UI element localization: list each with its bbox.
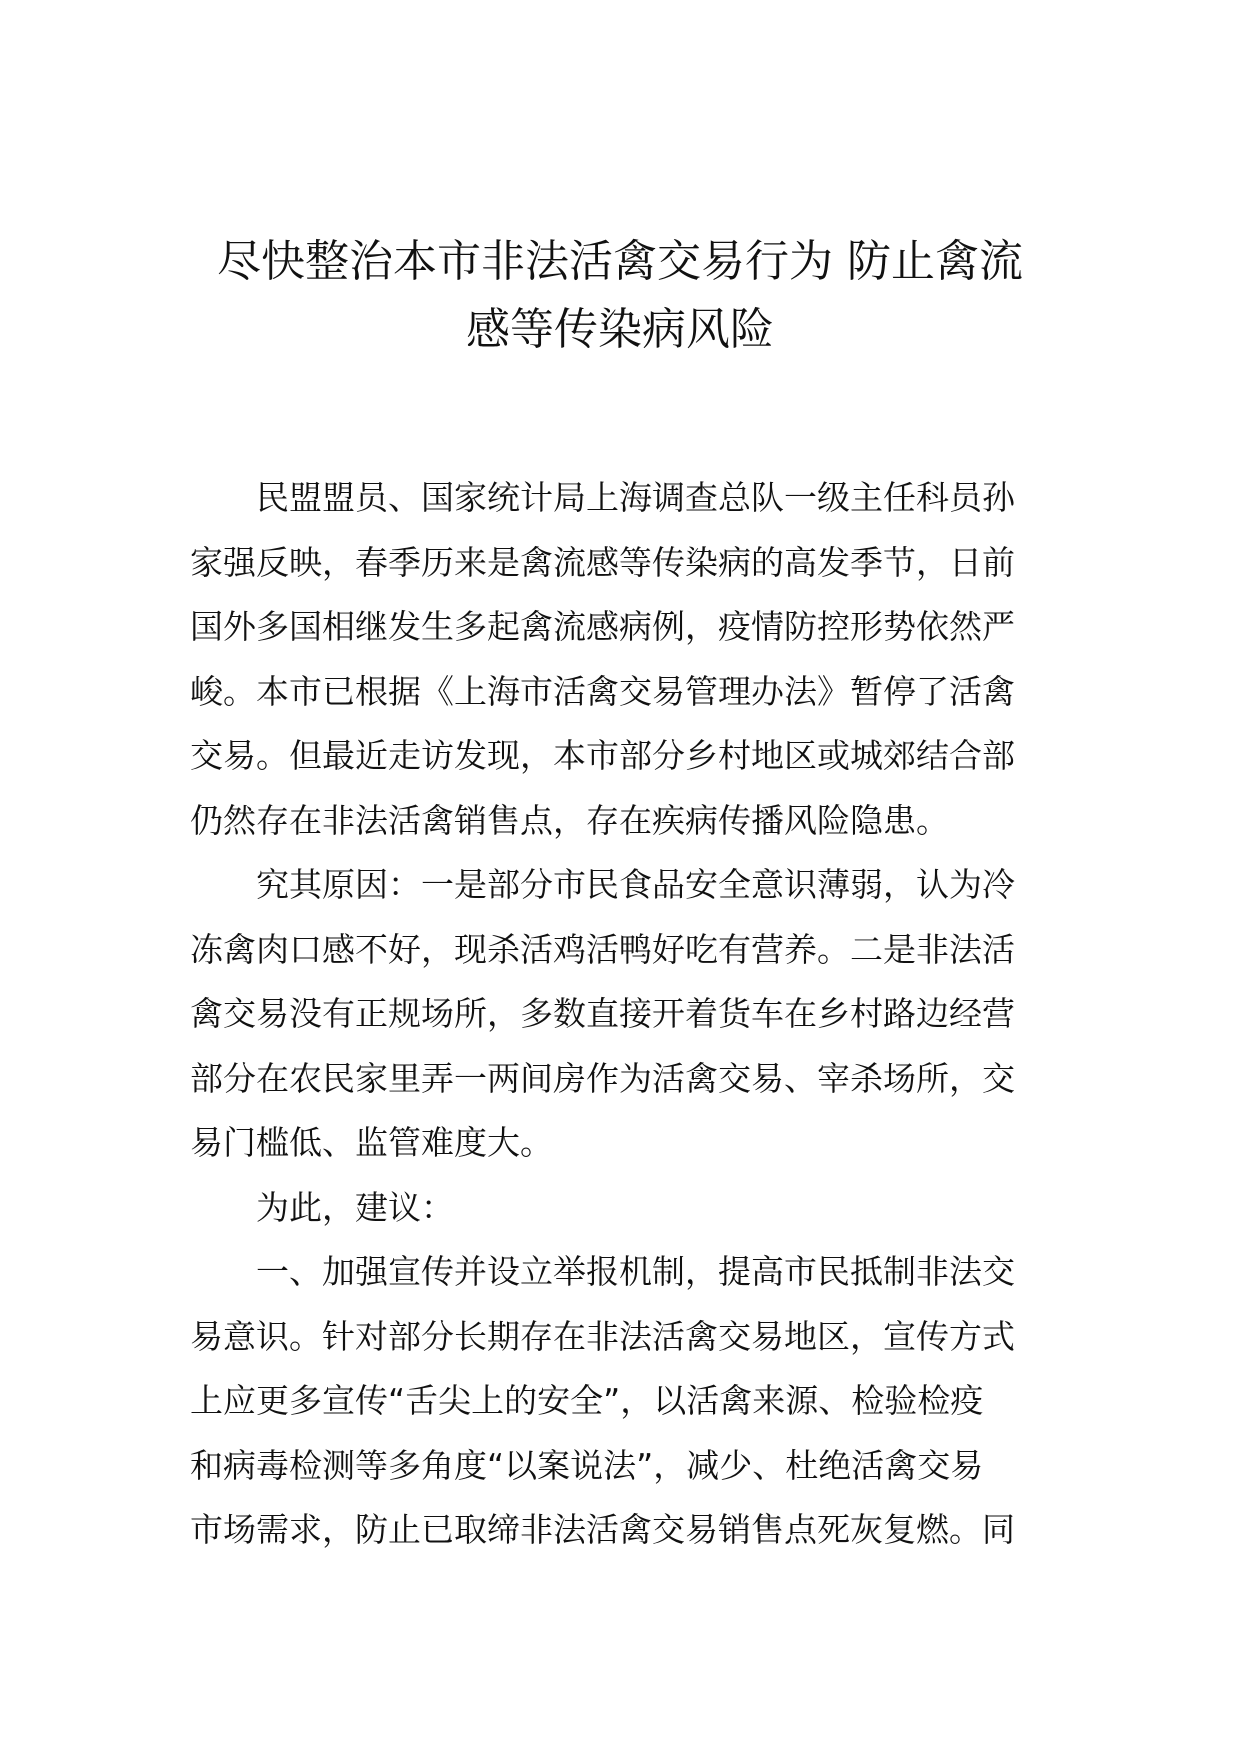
- body-line: 峻。本市已根据《上海市活禽交易管理办法》暂停了活禽: [190, 671, 1015, 711]
- paragraph-2: [190, 853, 1060, 1176]
- body-line: 国外多国相继发生多起禽流感病例，疫情防控形势依然严: [190, 607, 1015, 646]
- document-body: [190, 466, 1060, 1563]
- body-line: 为此，建议：: [256, 1187, 454, 1227]
- body-line: 一、加强宣传并设立举报机制，提高市民抵制非法交: [256, 1252, 1015, 1291]
- body-line: 易门槛低、监管难度大。: [190, 1123, 553, 1162]
- body-line: 和病毒检测等多角度“以案说法”，减少、杜绝活禽交易: [190, 1445, 984, 1485]
- body-line: 交易。但最近走访发现，本市部分乡村地区或城郊结合部: [190, 736, 1015, 775]
- body-line: 仍然存在非法活禽销售点，存在疾病传播风险隐患。: [190, 800, 949, 840]
- paragraph-1: [190, 466, 1060, 853]
- body-line: 上应更多宣传“舌尖上的安全”，以活禽来源、检验检疫: [190, 1381, 984, 1420]
- title-line-2: 感等传染病风险: [466, 304, 774, 355]
- paragraph-4: [190, 1240, 1060, 1563]
- document-title: [190, 228, 1050, 364]
- body-line: 家强反映，春季历来是禽流感等传染病的高发季节，日前: [190, 542, 1015, 582]
- body-line: 冻禽肉口感不好，现杀活鸡活鸭好吃有营养。二是非法活: [190, 929, 1015, 969]
- body-line: 市场需求，防止已取缔非法活禽交易销售点死灰复燃。同: [190, 1510, 1015, 1549]
- body-line: 民盟盟员、国家统计局上海调查总队一级主任科员孙: [256, 478, 1015, 517]
- body-line: 究其原因：一是部分市民食品安全意识薄弱，认为冷: [256, 865, 1015, 904]
- body-line: 禽交易没有正规场所，多数直接开着货车在乡村路边经营: [190, 994, 1015, 1033]
- title-line-1: 尽快整治本市非法活禽交易行为 防止禽流: [217, 236, 1023, 287]
- body-line: 易意识。针对部分长期存在非法活禽交易地区，宣传方式: [190, 1316, 1015, 1356]
- body-line: 部分在农民家里弄一两间房作为活禽交易、宰杀场所，交: [190, 1058, 1015, 1098]
- paragraph-3: [190, 1176, 1060, 1241]
